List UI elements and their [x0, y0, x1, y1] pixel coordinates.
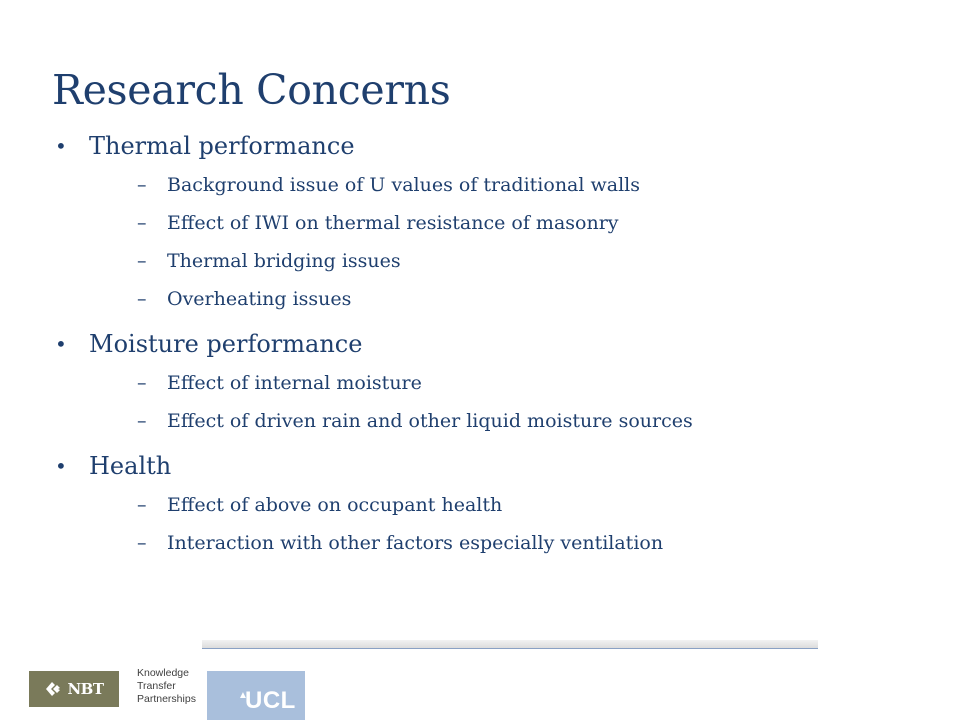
sub-bullet	[89, 280, 932, 318]
sub-bullet-text: Background issue of U values of traditional walls	[167, 174, 640, 196]
bullet-dot: •	[55, 454, 67, 478]
nbt-mark-icon	[44, 679, 64, 699]
sub-bullet-text: Interaction with other factors especially ventilation	[167, 532, 664, 554]
bullet-text: Health	[89, 452, 172, 480]
sub-bullet-dash: –	[137, 532, 147, 554]
bullet-dot: •	[55, 332, 67, 356]
footer-divider	[202, 640, 818, 649]
nbt-logo	[29, 671, 119, 707]
ucl-dome-icon: ▲	[238, 690, 248, 701]
bullet-dot: •	[55, 134, 67, 158]
sub-bullet	[89, 242, 932, 280]
sub-bullet-text: Effect of driven rain and other liquid moisture sources	[167, 410, 693, 432]
sub-bullet	[89, 524, 932, 562]
nbt-logo-text: NBT	[67, 680, 104, 698]
bullet-text: Moisture performance	[89, 330, 363, 358]
sub-bullet-text: Effect of IWI on thermal resistance of masonry	[167, 212, 619, 234]
sub-bullet-dash: –	[137, 494, 147, 516]
sub-bullet-text: Thermal bridging issues	[167, 250, 401, 272]
sub-bullet-list	[89, 364, 932, 440]
sub-bullet-dash: –	[137, 174, 147, 196]
sub-bullet-text: Effect of above on occupant health	[167, 494, 503, 516]
sub-bullet-dash: –	[137, 372, 147, 394]
bullet-text: Thermal performance	[89, 132, 355, 160]
ucl-logo-text: UCL	[245, 687, 296, 714]
ktp-logo-text	[137, 667, 207, 706]
ktp-line: Transfer	[137, 680, 176, 692]
ucl-logo	[207, 671, 305, 720]
sub-bullet	[89, 364, 932, 402]
sub-bullet	[89, 166, 932, 204]
sub-bullet-text: Overheating issues	[167, 288, 352, 310]
sub-bullet	[89, 402, 932, 440]
sub-bullet-list	[89, 486, 932, 562]
bullet-thermal-performance	[52, 128, 932, 318]
sub-bullet-dash: –	[137, 250, 147, 272]
sub-bullet	[89, 204, 932, 242]
bullet-moisture-performance	[52, 326, 932, 440]
sub-bullet-dash: –	[137, 212, 147, 234]
sub-bullet-dash: –	[137, 410, 147, 432]
bullet-health	[52, 448, 932, 562]
bullet-list	[52, 128, 932, 562]
ktp-line: Partnerships	[137, 693, 196, 705]
sub-bullet-text: Effect of internal moisture	[167, 372, 422, 394]
ktp-line: Knowledge	[137, 667, 189, 679]
slide-title: Research Concerns	[52, 66, 451, 114]
sub-bullet-dash: –	[137, 288, 147, 310]
sub-bullet-list	[89, 166, 932, 318]
sub-bullet	[89, 486, 932, 524]
